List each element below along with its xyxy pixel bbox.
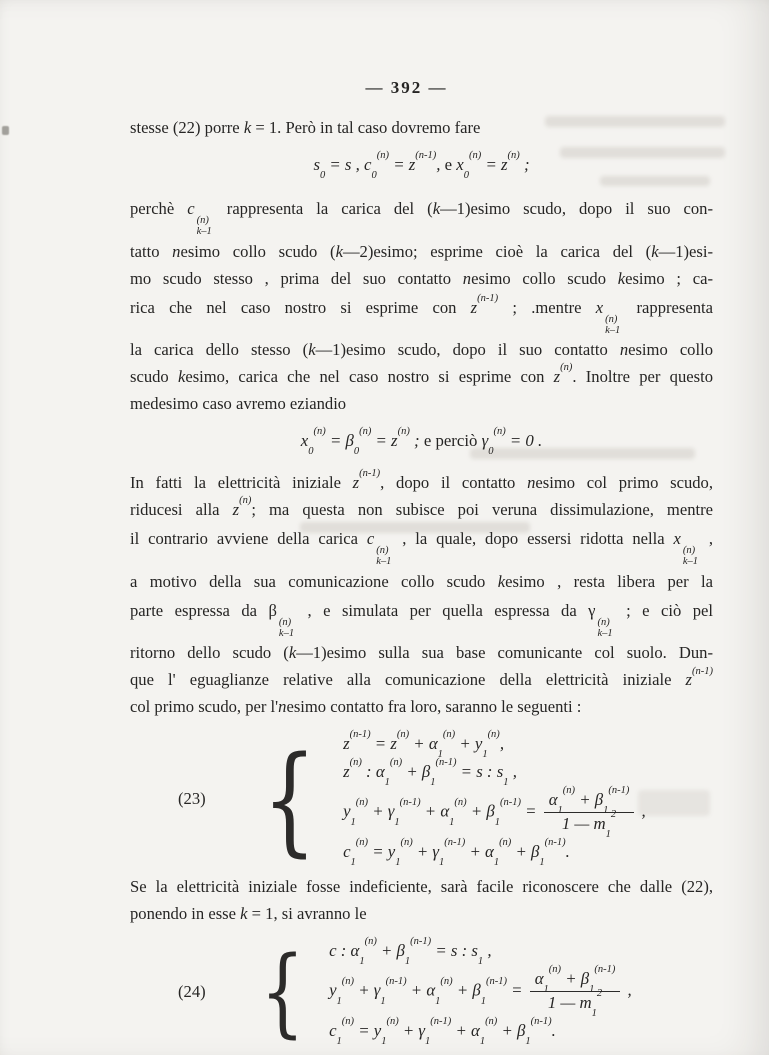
paragraph-line: que l' eguaglianze relative alla comunicazione della elettricità iniziale $z^{(n-1)}$: [130, 665, 713, 690]
scan-speck: [2, 126, 9, 135]
paragraph-line: ponendo in esse k = 1, si avranno le: [130, 904, 367, 924]
paragraph-line: scudo kesimo, carica che nel caso nostro si esprime con $z^{(n)}$. Inoltre per questo: [130, 362, 713, 387]
paragraph-line: Se la elettricità iniziale fosse indeficiente, sarà facile riconoscere che dalle (22),: [130, 877, 713, 897]
equation-line: $y_1^{(n)} + \gamma_1^{(n-1)} + \alpha_1^{(n)} + \beta_1^{(n-1)}$ = $\frac{\alpha_1^{(n)} + \beta_1^{(n-1)}}{1 — m_1^2}$ ,: [343, 785, 646, 841]
paragraph-line: la carica dello stesso (k—1)esimo scudo, dopo il suo contatto nesimo collo: [130, 340, 713, 360]
left-brace: {: [260, 935, 305, 1048]
equation-line: c : $\alpha_1^{(n)} + \beta_1^{(n-1)} = s$ : $s_1$ ,: [329, 936, 492, 968]
equation-label: (24): [178, 981, 206, 1001]
display-formula: $s_0 = s$ , $c_0^{(n)} = z^{(n-1)}$, e $x_0^{(n)} = z^{(n)}$ ;: [313, 150, 530, 182]
equation-line: $z^{(n-1)} = z^{(n)} + \alpha_1^{(n)} + y_1^{(n)}$,: [343, 729, 505, 761]
page-number: — 392 —: [365, 78, 448, 97]
paragraph-line: rica che nel caso nostro si esprime con $z^{(n-1)}$ ; .mentre x (n) k–1 rappresenta: [130, 292, 713, 336]
text-column: [130, 78, 713, 1052]
paragraph-line: medesimo caso avremo eziandio: [130, 394, 347, 414]
paragraph-line: col primo scudo, per l'nesimo contatto fra loro, saranno le seguenti :: [130, 697, 582, 717]
equation-line: $z^{(n)}$ : $\alpha_1^{(n)} + \beta_1^{(n-1)} = s$ : $s_1$ ,: [343, 757, 517, 789]
equation-line: $c_1^{(n)} = y_1^{(n)} + \gamma_1^{(n-1)} + \alpha_1^{(n)} + \beta_1^{(n-1)}$.: [329, 1016, 556, 1048]
paragraph-line: mo scudo stesso , prima del suo contatto nesimo collo scudo kesimo ; ca-: [130, 268, 713, 288]
paragraph-line: In fatti la elettricità iniziale $z^{(n-1)}$, dopo il contatto nesimo col primo scudo,: [130, 468, 713, 493]
paragraph: [130, 193, 713, 417]
paragraph-line: parte espressa da β (n) k–1 , e simulata per quella espressa da γ (n) k–1 ; e ciò pel: [130, 600, 713, 639]
paragraph-line: ritorno dello scudo (k—1)esimo sulla sua base comunicante col suolo. Dun-: [130, 643, 714, 663]
paragraph-line: riducesi alla $z^{(n)}$; ma questa non subisce poi veruna dissimulazione, mentre: [130, 495, 713, 520]
equation-line: $y_1^{(n)} + \gamma_1^{(n-1)} + \alpha_1^{(n)} + \beta_1^{(n-1)}$ = $\frac{\alpha_1^{(n)} + \beta_1^{(n-1)}}{1 — m_1^2}$ ,: [329, 964, 632, 1020]
paragraph-line: il contrario avviene della carica c (n) k–1 , la quale, dopo essersi ridotta nella x (n) k–1 ,: [130, 529, 714, 568]
equation-system-23: [130, 729, 713, 869]
equation-lines: [343, 729, 646, 869]
equation-lines: [329, 936, 632, 1048]
paragraph: [130, 469, 713, 720]
paragraph-line: a motivo della sua comunicazione collo scudo kesimo , resta libera per la: [130, 571, 713, 591]
equation-system-24: [130, 935, 713, 1048]
display-formula: $x_0^{(n)} = \beta_0^{(n)} = z^{(n)}$ ; e perciò $\gamma_0^{(n)} = 0$ .: [300, 426, 543, 458]
paragraph-line: perchè c (n) k–1 rappresenta la carica del (k—1)esimo scudo, dopo il suo con-: [130, 199, 713, 238]
equation-label: (23): [178, 788, 206, 808]
paragraph-line: stesse (22) porre k = 1. Però in tal caso dovremo fare: [130, 118, 481, 137]
equation-line: $c_1^{(n)} = y_1^{(n)} + \gamma_1^{(n-1)} + \alpha_1^{(n)} + \beta_1^{(n-1)}$.: [343, 837, 570, 869]
left-brace: {: [262, 729, 317, 868]
paragraph-line: tatto nesimo collo scudo (k—2)esimo; esprime cioè la carica del (k—1)esi-: [130, 241, 713, 261]
paragraph: [130, 873, 713, 927]
